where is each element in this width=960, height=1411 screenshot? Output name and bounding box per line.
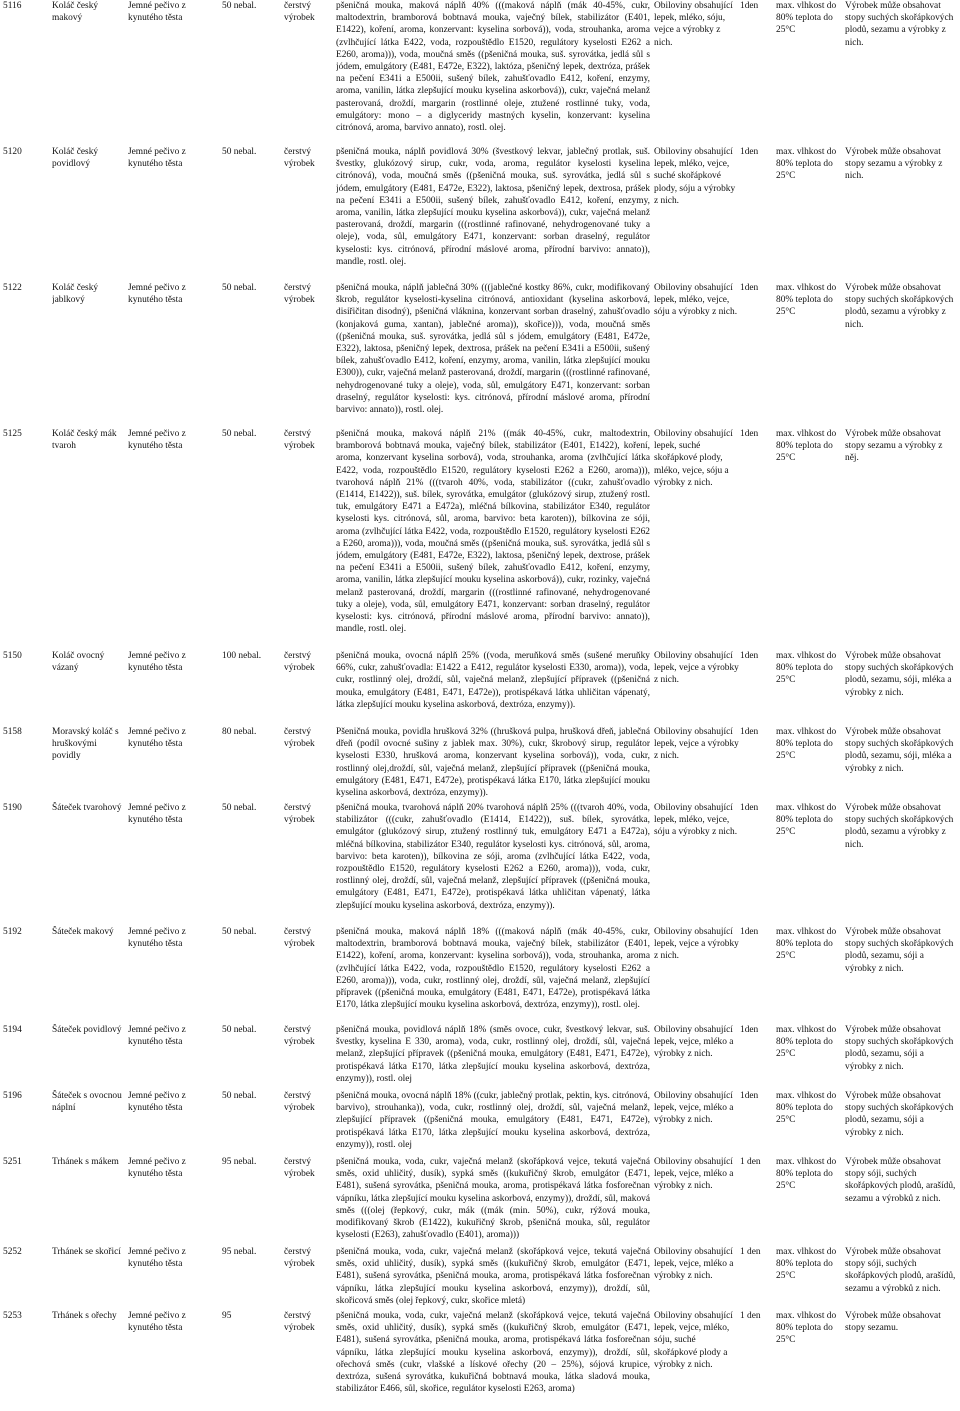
product-storage: max. vlhkost do 80% teplota do 25°C [776,283,837,318]
product-form: čerstvý výrobek [284,727,315,750]
product-type: Jemné pečivo z kynutého těsta [128,651,186,674]
product-form: čerstvý výrobek [284,147,315,170]
product-allergens: Obiloviny obsahující lepek, mléko, vejce, sóju a výrobky z nich. [654,803,738,838]
product-type: Jemné pečivo z kynutého těsta [128,1091,186,1114]
product-shelf-life: 1den [740,1091,759,1101]
product-weight: 80 nebal. [222,727,257,737]
product-shelf-life: 1den [740,927,759,937]
product-allergens: Obiloviny obsahující lepek, vejce a výrobky z nich. [654,651,739,686]
product-name: Trhánek s mákem [52,1157,119,1167]
product-composition: pšeničná mouka, maková náplň 18% (((maková náplň (mák 40-45%, cukr, maltodextrin, bramborová bobtnavá mouka, vaječný bílek, stabilizátor (E401, E1422), koření, aroma, konzervant: kyselina sorbová)), voda, strouhanka, aroma (zvlhčující látka E422, voda, rozpouštědlo E1520, regulátory kyselosti E262 a E260, aroma))), voda, cukr, rostlinný olej, droždí, sůl, vaječná melanž, zlepšující přípravek ((pšeničná mouka, emulgátory (E481, E471, E472e), protispékavá látka E170, látka zlepšující mouku kyselina askorbová, dextróza, enzymy)), rostl. olej. [336,927,650,1011]
product-allergens: Obiloviny obsahující lepek, vejce a výrobky z nich. [654,927,739,962]
product-note: Výrobek může obsahovat stopy sóji, suchých skořápkových plodů, arašídů, sezamu a výrobků z nich. [845,1247,956,1294]
product-type: Jemné pečivo z kynutého těsta [128,803,186,826]
product-code: 5196 [3,1091,22,1101]
product-name: Šáteček s ovocnou náplní [52,1091,122,1114]
product-code: 5251 [3,1157,22,1167]
product-storage: max. vlhkost do 80% teplota do 25°C [776,1091,837,1126]
product-form: čerstvý výrobek [284,283,315,306]
product-shelf-life: 1den [740,651,759,661]
product-name: Koláč český mák tvaroh [52,429,117,452]
product-code: 5253 [3,1311,22,1321]
product-shelf-life: 1 den [740,1247,761,1257]
product-type: Jemné pečivo z kynutého těsta [128,147,186,170]
product-note: Výrobek může obsahovat stopy suchých skořápkových plodů, sezamu, sóji, mléka a výrobky z nich. [845,651,954,698]
product-name: Trhánek s ořechy [52,1311,117,1321]
product-composition: pšeničná mouka, maková náplň 21% ((mák 40-45%, cukr, maltodextrin, bramborová bobtnavá mouka, vaječný bílek, stabilizátor (E401, E1422), koření, aroma, konzervant kyselina sorbová), voda, strouhanka, aroma (zvlhčující látka E422, voda, rozpouštědlo E1520, regulátory kyselosti E262 a E260, aroma))), tvarohová náplň 21% (((tvaroh 40%, voda, stabilizátor ((cukr, zahušťovadlo (E1414, E1422)), suš. bílek, syrovátka, emulgátor (glukózový sirup, ztužený rostl. tuk, emulgátory E471 a E472a), mléčná bílkovina, stabilizátor E340, regulátor kyselosti kys. citrónová, sůl, aroma, barvivo: beta karoten)), bílkovina ze sóji, aroma (zvlhčující látka E422, voda, rozpouštědlo E1520, regulátory kyselosti E262 a E260, aroma))), voda, moučná směs ((pšeničná mouka, suš. syrovátka, jedlá sůl s jódem, emulgátory (E481, E472e, E322), laktosa, pšeničný lepek, dextrose, prášek na pečení E341i a E500ii, sušený bílek, zahušťovadlo E412, koření, enzymy, aroma, vanilin, látka zlepšující mouku kyselina askorbová)), cukr, rozinky, vaječná melanž pasterovaná, droždí, margarin (((rostlinné rafinované, nehydrogenované tuky a oleje), voda, sůl, emulgátory E471, konzervant: sorban draselný, regulátor kyselosti: kys. citrónová, přírodní máslové aroma, přírodní barvivo: annato)), mandle, rostl. olej. [336,429,650,635]
product-allergens: Obiloviny obsahující lepek, vejce a výrobky z nich. [654,727,739,762]
product-name: Šáteček povidlový [52,1025,122,1035]
product-code: 5125 [3,429,22,439]
product-storage: max. vlhkost do 80% teplota do 25°C [776,1311,837,1346]
product-name: Šáteček tvarohový [52,803,122,813]
table-row [0,802,960,926]
product-storage: max. vlhkost do 80% teplota do 25°C [776,651,837,686]
product-note: Výrobek může obsahovat stopy sezamu a výrobky z nich. [845,147,943,182]
product-weight: 50 nebal. [222,803,257,813]
product-weight: 95 [222,1311,232,1321]
product-type: Jemné pečivo z kynutého těsta [128,283,186,306]
product-weight: 50 nebal. [222,927,257,937]
product-storage: max. vlhkost do 80% teplota do 25°C [776,1157,837,1192]
product-code: 5122 [3,283,22,293]
product-composition: pšeničná mouka, voda, cukr, vaječná melanž (skořápková vejce, tekutá vaječná směs, oxid uhličitý, dusík), sypká směs ((kukuřičný škrob, emulgátor (E471, E481), sušená syrovátka, pšeničná mouka, aroma, protispékavá látka fosforečnan vápníku, látka zlepšující mouku kyselina askorbová, enzymy)), droždí, sůl, ořechová směs (cukr, vlašské a lískové ořechy (20 – 25%), sójová krupice, dextróza, sušená syrovátka, kukuřičná bobtnavá mouka, látka sladová mouka, stabilizátor E466, sůl, skořice, regulátor kyselosti E263, aroma) [336,1311,650,1395]
product-composition: pšeničná mouka, tvarohová náplň 20% tvarohová náplň 25% (((tvaroh 40%, voda, stabilizátor (((cukr, zahušťovadlo (E1414, E1422)), suš. bílek, syrovátka, emulgátor (glukózový sirup, ztužený rostlinný tuk, emulgátory E471 a E472a), mléčná bílkovina, stabilizátor E340, regulátor kyselosti kys. citrónová, sůl, aroma, barvivo: beta karoten)), bílkovina ze sóji, aroma (zvlhčující látka E422, voda, rozpouštědlo E1520, regulátory kyselosti E262 a E260, aroma))), voda, cukr, rostlinný olej, droždí, sůl, vaječná melanž, zlepšující přípravek ((pšeničná mouka, emulgátory (E481, E471, E472e), protispékavá látka uhličitan vápenatý, látka zlepšující mouku kyselina askorbová, dextróza, enzymy)). [336,803,650,911]
product-allergens: Obiloviny obsahující lepek, mléko, vejce, suché skořápkové plody, sóju a výrobky z nich. [654,147,736,206]
product-storage: max. vlhkost do 80% teplota do 25°C [776,1,837,36]
product-shelf-life: 1den [740,147,759,157]
table-row [0,1024,960,1090]
product-allergens: Obiloviny obsahující lepek, vejce, mléko a výrobky z nich. [654,1247,734,1282]
product-storage: max. vlhkost do 80% teplota do 25°C [776,927,837,962]
product-note: Výrobek může obsahovat stopy suchých skořápkových plodů, sezamu, sóji a výrobky z nich. [845,1025,954,1072]
product-note: Výrobek může obsahovat stopy suchých skořápkových plodů, sezamu a výrobky z nich. [845,803,954,850]
product-form: čerstvý výrobek [284,803,315,826]
product-composition: pšeničná mouka, ovocná náplň 18% ((cukr, jablečný protlak, pektin, kys. citrónová, barvivo), strouhanka)), voda, cukr, rostlinný olej, droždí, sůl, vaječná melanž, zlepšující přípravek ((pšeničná mouka, emulgátory (E481, E471, E472e), protispékavá látka E170, látka zlepšující mouku kyselina askorbová, dextróza, enzymy)), rostl. olej [336,1091,650,1150]
product-shelf-life: 1den [740,803,759,813]
product-note: Výrobek může obsahovat stopy suchých skořápkových plodů, sezamu a výrobky z nich. [845,283,954,330]
product-name: Trhánek se skořicí [52,1247,121,1257]
product-allergens: Obiloviny obsahující lepek, vejce, mléko a výrobky z nich. [654,1025,734,1060]
product-storage: max. vlhkost do 80% teplota do 25°C [776,147,837,182]
product-form: čerstvý výrobek [284,651,315,674]
table-row [0,1246,960,1310]
product-name: Moravský koláč s hruškovými povidly [52,727,119,762]
product-shelf-life: 1den [740,429,759,439]
product-code: 5150 [3,651,22,661]
product-type: Jemné pečivo z kynutého těsta [128,1,186,24]
product-type: Jemné pečivo z kynutého těsta [128,1157,186,1180]
product-composition: pšeničná mouka, náplň jablečná 30% (((jablečné kostky 86%, cukr, modifikovaný škrob, regulátor kyselosti-kyselina citrónová, antioxidant (kyselina askorbová, disiřičitan disodný), pšeničná vláknina, konzervant sorban draselný, zahušťovadlo (konjaková guma, xantan), jablečné aroma)), skořice))), voda, moučná směs ((pšeničná mouka, suš. syrovátka, jedlá sůl s jódem, emulgátory (E481, E472e, E322), laktosa, pšeničný lepek, dextrosa, prášek na pečení E341i a E500ii, sušený bílek, zahušťovadlo E412, koření, enzymy, aroma, vanilin, látka zlepšující mouku E300)), cukr, vaječná melanž pasterovaná, droždí, margarin (((rostlinné rafinované, nehydrogenované tuky a oleje), voda, sůl, emulgátory E471, konzervant: sorban draselný, regulátor kyselosti: kys. citrónová, přírodní máslové aroma, přírodní barvivo: annato)), rostl. olej. [336,283,650,416]
product-allergens: Obiloviny obsahující lepek, vejce, mléko a výrobky z nich. [654,1091,734,1126]
table-row [0,0,960,146]
product-code: 5190 [3,803,22,813]
product-storage: max. vlhkost do 80% teplota do 25°C [776,429,837,464]
product-name: Koláč český povidlový [52,147,99,170]
product-type: Jemné pečivo z kynutého těsta [128,927,186,950]
table-row [0,1090,960,1156]
table-row [0,282,960,428]
product-weight: 95 nebal. [222,1157,257,1167]
product-code: 5158 [3,727,22,737]
product-shelf-life: 1den [740,1,759,11]
product-form: čerstvý výrobek [284,1,315,24]
product-weight: 50 nebal. [222,1025,257,1035]
product-code: 5194 [3,1025,22,1035]
table-row [0,428,960,650]
product-note: Výrobek může obsahovat stopy suchých skořápkových plodů, sezamu a výrobky z nich. [845,1,954,48]
product-type: Jemné pečivo z kynutého těsta [128,429,186,452]
product-composition: pšeničná mouka, náplň povidlová 30% (švestkový lekvar, jablečný protlak, suš. švestky, glukózový sirup, cukr, voda, aroma, regulátor kyselosti kyselina citrónová), voda, moučná směs ((pšeničná mouka, suš. syrovátka, jedlá sůl s jódem, emulgátory (E481, E472e, E322), laktosa, pšeničný lepek, dextrosa, prášek na pečení E341i a E500ii, sušený bílek, zahušťovadlo E412, koření, enzymy, aroma, vanilin, látka zlepšující mouku kyselina askorbová)), cukr, vaječná melanž pasterovaná, droždí, margarin (((rostlinné rafinované, nehydrogenované tuky a oleje), voda, sůl, emulgátory E471, konzervant: sorban draselný, regulátor kyselosti: kys. citrónová, přírodní máslové aroma, přírodní barvivo: annato)), mandle, rostl. olej. [336,147,650,267]
product-note: Výrobek může obsahovat stopy sóji, suchých skořápkových plodů, arašídů, sezamu a výrobků z nich. [845,1157,956,1204]
product-note: Výrobek může obsahovat stopy suchých skořápkových plodů, sezamu, sóji a výrobky z nich. [845,1091,954,1138]
product-weight: 50 nebal. [222,283,257,293]
product-composition: pšeničná mouka, voda, cukr, vaječná melanž (skořápková vejce, tekutá vaječná směs, oxid uhličitý, dusík), sypká směs ((kukuřičný škrob, emulgátor (E471, E481), sušená syrovátka, pšeničná mouka, aroma, protispékavá látka fosforečnan vápníku, látka zlepšující mouku kyselina askorbová, enzymy)), droždí, sůl, maková směs (((olej (řepkový, cukr, mák ((mák (min. 50%), cukr, rýžová mouka, modifikovaný škrob (E1422), kukuřičný škrob, pšeničná mouka, sůl, regulátor kyselosti (E263), zahušťovadlo (E401), aroma))) [336,1157,650,1241]
product-allergens: Obiloviny obsahující lepek, mléko, sóju, vejce a výrobky z nich. [654,1,733,48]
product-note: Výrobek může obsahovat stopy sezamu a výrobky z něj. [845,429,943,464]
product-code: 5116 [3,1,22,11]
product-weight: 50 nebal. [222,1091,257,1101]
table-row [0,146,960,282]
product-form: čerstvý výrobek [284,429,315,452]
product-note: Výrobek může obsahovat stopy suchých skořápkových plodů, sezamu, sóji a výrobky z nich. [845,927,954,974]
product-allergens: Obiloviny obsahující lepek, vejce, mléko, sóju, suché skořápkové plody a výrobky z nich. [654,1311,733,1370]
product-note: Výrobek může obsahovat stopy sezamu. [845,1311,941,1334]
product-note: Výrobek může obsahovat stopy suchých skořápkových plodů, sezamu, sóji, mléka a výrobky z nich. [845,727,954,774]
product-shelf-life: 1den [740,727,759,737]
product-type: Jemné pečivo z kynutého těsta [128,1025,186,1048]
product-composition: Pšeničná mouka, povidla hrušková 32% ((hrušková pulpa, hrušková dřeň, jablečná dřeň (podíl ovocné sušiny z jablek max. 30%), cukr, škrobový sirup, regulátor kyselosti E330, hrušková aroma, konzervant kyselina sorbová)), voda, cukr, rostlinný olej,droždí, sůl, vaječná melanž, zlepšující přípravek ((pšeničná mouka, emulgátory (E481, E471, E472e), protispékavá látka E170, látka zlepšující mouku kyselina askorbová, dextróza, enzymy)). [336,727,650,799]
product-code: 5120 [3,147,22,157]
product-allergens: Obiloviny obsahující lepek, vejce, mléko a výrobky z nich. [654,1157,734,1192]
product-weight: 50 nebal. [222,429,257,439]
product-composition: pšeničná mouka, ovocná náplň 25% ((voda, meruňková směs (sušené meruňky 66%, cukr, zahušťovadla: E1422 a E412, regulátor kyselosti E330, aroma)), voda, cukr, rostlinný olej, droždí, sůl, vaječná melanž, zlepšující přípravek ((pšeničná mouka, emulgátory (E481, E471, E472e)), protispékavá látka uhličitan vápenatý, látka zlepšující mouku kyselina askorbová, dextróza, enzymy)). [336,651,650,710]
product-form: čerstvý výrobek [284,1025,315,1048]
product-type: Jemné pečivo z kynutého těsta [128,1247,186,1270]
product-storage: max. vlhkost do 80% teplota do 25°C [776,803,837,838]
product-composition: pšeničná mouka, maková náplň 40% (((maková náplň (mák 40-45%, cukr, maltodextrin, bramborová bobtnavá mouka, vaječný bílek, stabilizátor (E401, E1422), koření, aroma, konzervant: kyselina sorbová)), voda, strouhanka, aroma (zvlhčující látka E422, voda, rozpouštědlo E1520, regulátory kyselosti E262 a E260, aroma))), voda, moučná směs ((pšeničná mouka, suš. syrovátka, jedlá sůl s jódem, emulgátory (E481, E472e, E322), laktóza, pšeničný lepek, dextróza, prášek na pečení E341i a E500ii, sušený bílek, zahušťovadlo E412, koření, enzymy, aroma, vanilin, látka zlepšující mouku kyselina askorbová)), cukr, vaječná melanž pasterovaná, droždí, margarin (rostlinné oleje, ztužené rostlinné tuky, voda, emulgátory: mono – a diglyceridy mastných kyselin, konzervant: kyselina citrónová, aroma, barvivo annato), rostl. olej. [336,1,650,134]
product-form: čerstvý výrobek [284,927,315,950]
product-code: 5192 [3,927,22,937]
product-storage: max. vlhkost do 80% teplota do 25°C [776,727,837,762]
product-composition: pšeničná mouka, povidlová náplň 18% (směs ovoce, cukr, švestkový lekvar, suš. švestky, kyselina E 330, aroma), voda, cukr, rostlinný olej, droždí, sůl, vaječná melanž, zlepšující přípravek ((pšeničná mouka, emulgátory (E481, E471, E472e), protispékavá látka E170, látka zlepšující mouku kyselina askorbová, dextróza, enzymy)), rostl. olej [336,1025,650,1084]
table-row [0,650,960,726]
product-name: Koláč český makový [52,1,99,24]
product-type: Jemné pečivo z kynutého těsta [128,1311,186,1334]
product-weight: 100 nebal. [222,651,262,661]
table-row [0,926,960,1024]
table-row [0,1156,960,1246]
product-storage: max. vlhkost do 80% teplota do 25°C [776,1247,837,1282]
product-weight: 50 nebal. [222,147,257,157]
product-type: Jemné pečivo z kynutého těsta [128,727,186,750]
product-shelf-life: 1 den [740,1157,761,1167]
product-allergens: Obiloviny obsahující lepek, mléko, vejce, sóju a výrobky z nich. [654,283,738,318]
product-composition: pšeničná mouka, voda, cukr, vaječná melanž (skořápková vejce, tekutá vaječná směs, oxid uhličitý, dusík), sypká směs ((kukuřičný škrob, emulgátor (E471, E481), sušená syrovátka, pšeničná mouka, aroma, protispékavá látka fosforečnan vápníku, látka zlepšující mouku kyselina askorbová, enzymy)), droždí, sůl, skořicová směs (olej řepkový, cukr, skořice mletá) [336,1247,650,1306]
product-code: 5252 [3,1247,22,1257]
table-row [0,726,960,802]
product-form: čerstvý výrobek [284,1247,315,1270]
product-weight: 50 nebal. [222,1,257,11]
product-form: čerstvý výrobek [284,1157,315,1180]
table-row [0,1310,960,1410]
product-form: čerstvý výrobek [284,1311,315,1334]
product-form: čerstvý výrobek [284,1091,315,1114]
product-storage: max. vlhkost do 80% teplota do 25°C [776,1025,837,1060]
product-name: Koláč český jablkový [52,283,99,306]
product-weight: 95 nebal. [222,1247,257,1257]
product-shelf-life: 1den [740,1025,759,1035]
product-name: Šáteček makový [52,927,114,937]
product-shelf-life: 1 den [740,1311,761,1321]
product-shelf-life: 1den [740,283,759,293]
product-name: Koláč ovocný vázaný [52,651,105,674]
product-allergens: Obiloviny obsahující lepek, suché skořápkové plody, mléko, vejce, sóju a výrobky z nich. [654,429,733,488]
